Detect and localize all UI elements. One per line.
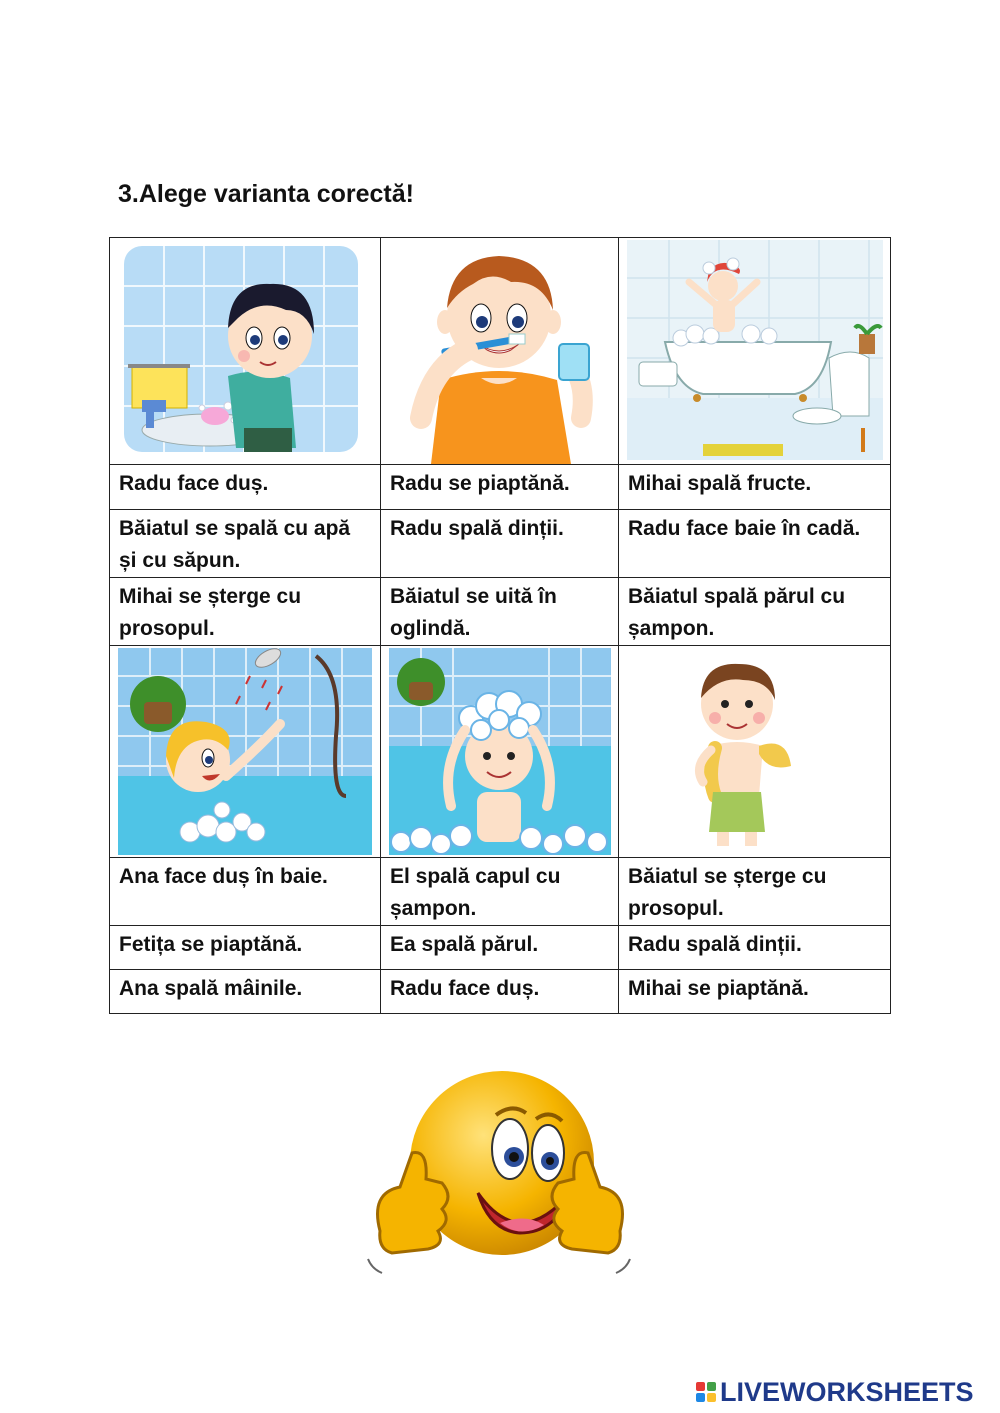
options-row-2b [110, 926, 891, 970]
picture-girl-showering [110, 646, 381, 858]
option-2-1-c[interactable]: Ana spală mâinile. [110, 970, 381, 1014]
option-2-2-c[interactable]: Radu face duș. [381, 970, 619, 1014]
picture-boy-with-towel [619, 646, 891, 858]
exercise-title: 3.Alege varianta corectă! [118, 180, 414, 208]
option-1-1-c[interactable]: Mihai se șterge cu prosopul. [110, 578, 381, 646]
option-1-1-a[interactable]: Radu face duș. [110, 465, 381, 510]
options-row-1c [110, 578, 891, 646]
option-1-2-a[interactable]: Radu se piaptănă. [381, 465, 619, 510]
picture-row-2 [110, 646, 891, 858]
picture-row-1 [110, 238, 891, 465]
option-1-2-c[interactable]: Băiatul se uită în oglindă. [381, 578, 619, 646]
picture-boy-washing-hands [110, 238, 381, 465]
picture-boy-in-bathtub [619, 238, 891, 465]
option-2-2-b[interactable]: Ea spală părul. [381, 926, 619, 970]
smiley-thumbs-up-image [330, 1063, 670, 1301]
option-2-3-a[interactable]: Băiatul se șterge cu prosopul. [619, 858, 891, 926]
option-1-1-b[interactable]: Băiatul se spală cu apă și cu săpun. [110, 510, 381, 578]
option-1-3-c[interactable]: Băiatul spală părul cu șampon. [619, 578, 891, 646]
option-1-3-a[interactable]: Mihai spală fructe. [619, 465, 891, 510]
option-2-1-b[interactable]: Fetița se piaptănă. [110, 926, 381, 970]
option-2-3-c[interactable]: Mihai se piaptănă. [619, 970, 891, 1014]
options-row-2c [110, 970, 891, 1014]
options-row-1a [110, 465, 891, 510]
logo-squares-icon [696, 1382, 716, 1402]
option-1-3-b[interactable]: Radu face baie în cadă. [619, 510, 891, 578]
picture-boy-brushing-teeth [381, 238, 619, 465]
option-2-3-b[interactable]: Radu spală dinții. [619, 926, 891, 970]
logo-text: LIVEWORKSHEETS [720, 1376, 974, 1407]
option-2-1-a[interactable]: Ana face duș în baie. [110, 858, 381, 926]
option-2-2-a[interactable]: El spală capul cu șampon. [381, 858, 619, 926]
option-1-2-b[interactable]: Radu spală dinții. [381, 510, 619, 578]
picture-boy-washing-hair [381, 646, 619, 858]
liveworksheets-logo [696, 1377, 974, 1407]
options-row-2a [110, 858, 891, 926]
options-row-1b [110, 510, 891, 578]
worksheet-table [109, 237, 891, 1014]
